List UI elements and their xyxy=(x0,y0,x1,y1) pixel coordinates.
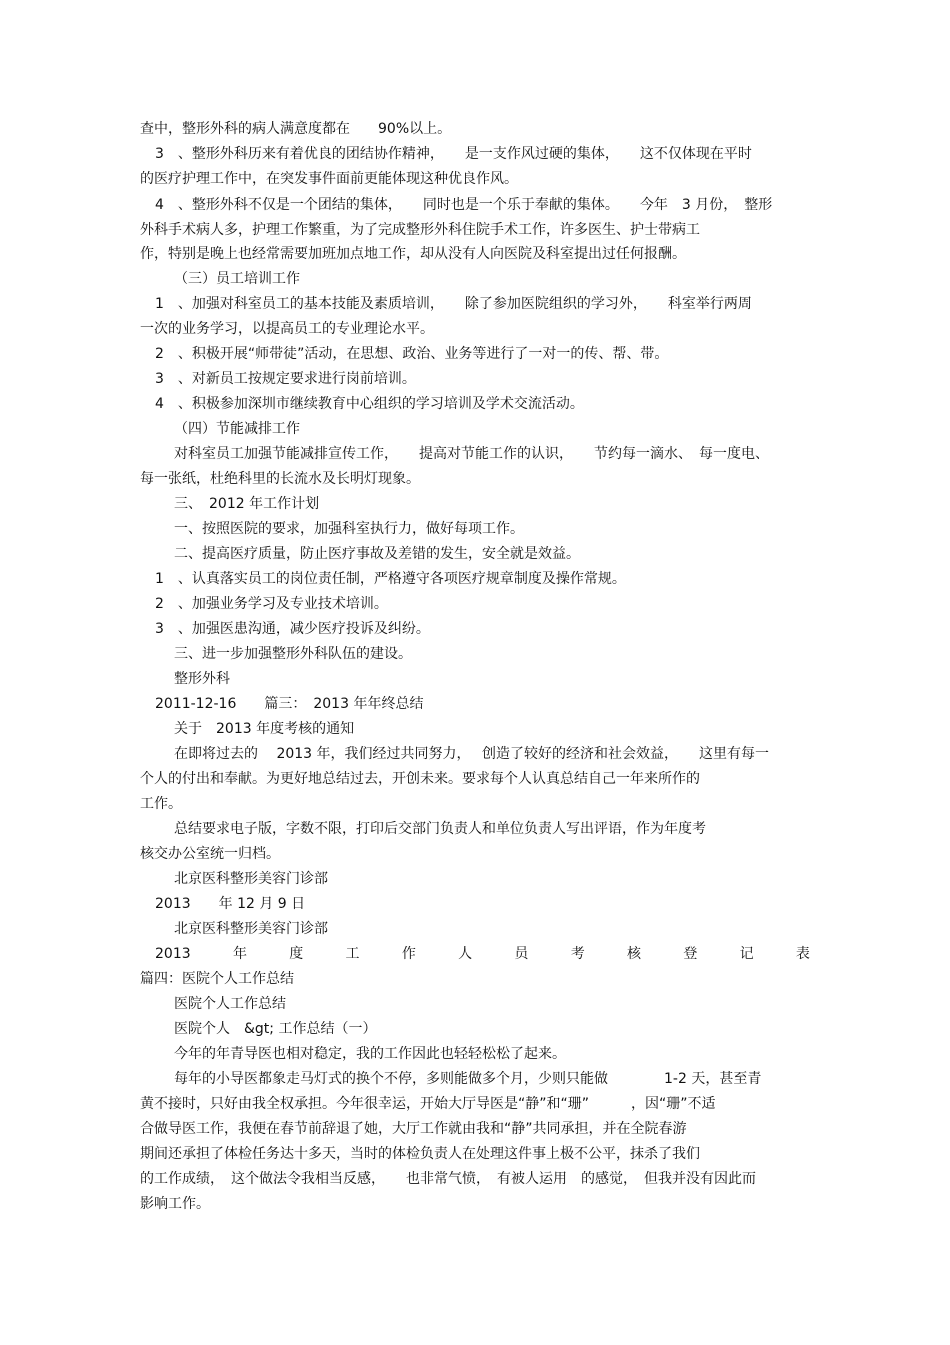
notice-title: 关于 2013 年度考核的通知 xyxy=(174,721,355,737)
date-heading-line: 2011-12-16 篇三： 2013 年年终总结 xyxy=(155,696,424,712)
text-line: 作，特别是晚上也经常需要加班加点地工作，却从没有人向医院及科室提出过任何报酬。 xyxy=(140,246,686,262)
form-title-char: 作 xyxy=(401,946,416,962)
text-line: 一次的业务学习，以提高员工的专业理论水平。 xyxy=(140,321,434,337)
text-line: 期间还承担了体检任务达十多天，当时的体检负责人在处理这件事上极不公平，抹杀了我们 xyxy=(140,1146,700,1162)
text-line: 一、按照医院的要求，加强科室执行力，做好每项工作。 xyxy=(174,521,524,537)
text-line: 核交办公室统一归档。 xyxy=(140,846,280,862)
text-line: 医院个人 &gt; 工作总结（一） xyxy=(174,1021,377,1037)
section-heading: 三、 2012 年工作计划 xyxy=(174,496,320,512)
form-title-char: 人 xyxy=(458,946,473,962)
text-line: 4 、整形外科不仅是一个团结的集体， 同时也是一个乐于奉献的集体。 今年 3 月份， 整形 xyxy=(155,197,773,213)
form-title-char: 度 xyxy=(289,946,304,962)
text-line: 对科室员工加强节能减排宣传工作， 提高对节能工作的认识， 节约每一滴水、 每一度电、 xyxy=(174,446,769,462)
signature-line: 整形外科 xyxy=(174,671,230,687)
text-line: 3 、加强医患沟通，减少医疗投诉及纠纷。 xyxy=(155,621,430,637)
text-line: 3 、对新员工按规定要求进行岗前培训。 xyxy=(155,371,416,387)
registration-form-title xyxy=(155,945,810,963)
text-line: 三、进一步加强整形外科队伍的建设。 xyxy=(174,646,412,662)
text-line: 黄不接时，只好由我全权承担。今年很幸运，开始大厅导医是“静”和“珊” ，因“珊”不适 xyxy=(140,1096,716,1112)
text-line: 3 、整形外科历来有着优良的团结协作精神， 是一支作风过硬的集体， 这不仅体现在平时 xyxy=(155,146,752,162)
text-line: 1 、加强对科室员工的基本技能及素质培训， 除了参加医院组织的学习外， 科室举行两周 xyxy=(155,296,752,312)
form-title-char: 表 xyxy=(795,946,810,962)
text-line: 在即将过去的 2013 年，我们经过共同努力， 创造了较好的经济和社会效益， 这里有每一 xyxy=(174,746,769,762)
text-line: 4 、积极参加深圳市继续教育中心组织的学习培训及学术交流活动。 xyxy=(155,396,584,412)
text-line: 影响工作。 xyxy=(140,1196,210,1212)
form-title-char: 记 xyxy=(739,946,754,962)
text-line: 1 、认真落实员工的岗位责任制，严格遵守各项医疗规章制度及操作常规。 xyxy=(155,571,626,587)
form-title-char: 工 xyxy=(345,946,360,962)
date-line: 2013 年 12 月 9 日 xyxy=(155,896,306,912)
section-heading: （三）员工培训工作 xyxy=(174,271,300,287)
section-heading: （四）节能减排工作 xyxy=(174,421,300,437)
section-heading: 篇四：医院个人工作总结 xyxy=(140,971,294,987)
text-line: 每一张纸，杜绝科里的长流水及长明灯现象。 xyxy=(140,471,420,487)
form-title-char: 2013 xyxy=(155,946,191,962)
form-title-char: 员 xyxy=(514,946,529,962)
signature-line: 北京医科整形美容门诊部 xyxy=(174,921,328,937)
text-line: 的医疗护理工作中，在突发事件面前更能体现这种优良作风。 xyxy=(140,171,518,187)
text-line: 查中，整形外科的病人满意度都在 90%以上。 xyxy=(140,121,452,137)
text-line: 工作。 xyxy=(140,796,182,812)
text-line: 个人的付出和奉献。为更好地总结过去，开创未来。要求每个人认真总结自己一年来所作的 xyxy=(140,771,700,787)
form-title-char: 核 xyxy=(627,946,642,962)
text-line: 2 、积极开展“师带徒”活动，在思想、政治、业务等进行了一对一的传、帮、带。 xyxy=(155,346,669,362)
form-title-char: 登 xyxy=(683,946,698,962)
text-line: 每年的小导医都象走马灯式的换个不停，多则能做多个月，少则只能做 1-2 天，甚至青 xyxy=(174,1071,762,1087)
signature-line: 北京医科整形美容门诊部 xyxy=(174,871,328,887)
text-line: 今年的年青导医也相对稳定，我的工作因此也轻轻松松了起来。 xyxy=(174,1046,566,1062)
text-line: 总结要求电子版，字数不限，打印后交部门负责人和单位负责人写出评语，作为年度考 xyxy=(174,821,706,837)
text-line: 的工作成绩， 这个做法令我相当反感， 也非常气愤， 有被人运用 的感觉， 但我并没有因此而 xyxy=(140,1171,756,1187)
text-line: 二、提高医疗质量，防止医疗事故及差错的发生，安全就是效益。 xyxy=(174,546,580,562)
text-line: 合做导医工作，我便在春节前辞退了她，大厅工作就由我和“静”共同承担，并在全院春游 xyxy=(140,1121,687,1137)
text-line: 医院个人工作总结 xyxy=(174,996,286,1012)
text-line: 2 、加强业务学习及专业技术培训。 xyxy=(155,596,388,612)
text-line: 外科手术病人多，护理工作繁重，为了完成整形外科住院手术工作，许多医生、护士带病工 xyxy=(140,222,700,238)
form-title-char: 年 xyxy=(232,946,247,962)
form-title-char: 考 xyxy=(570,946,585,962)
